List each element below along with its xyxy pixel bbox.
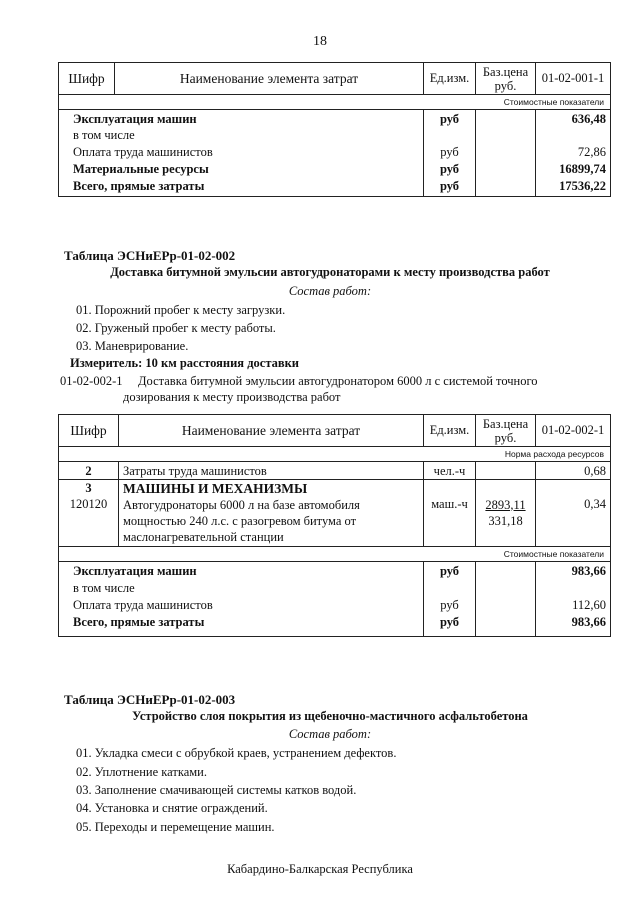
row-name: Затраты труда машинистов xyxy=(119,462,424,480)
row-price xyxy=(476,462,536,480)
row-unit xyxy=(424,581,476,598)
operation-item: 04. Установка и снятие ограждений. xyxy=(76,801,268,815)
row-name: Оплата труда машинистов xyxy=(59,598,424,615)
row-value: 72,86 xyxy=(536,145,611,162)
name-line: маслонагревательной станции xyxy=(123,529,284,544)
row-value: 0,34 xyxy=(536,497,611,547)
group-header-cost: Стоимостные показатели xyxy=(59,547,611,562)
table-header-row xyxy=(59,63,611,95)
composition-label-3: Состав работ: xyxy=(288,727,372,741)
row-value: 0,68 xyxy=(536,462,611,480)
row-unit: руб xyxy=(424,598,476,615)
cost-table-2 xyxy=(58,414,611,637)
price-cell xyxy=(476,562,536,637)
header-norm: 01-02-002-1 xyxy=(536,415,611,447)
row-value xyxy=(536,581,611,598)
name-line: мощностью 240 л.с. с разогревом битума от xyxy=(123,513,357,528)
item-description-cont: дозирования к месту производства работ xyxy=(123,390,341,404)
row-unit: руб xyxy=(424,179,476,197)
composition-label-2: Состав работ: xyxy=(288,284,372,298)
group-header-norm: Норма расхода ресурсов xyxy=(59,447,611,462)
header-unit: Ед.изм. xyxy=(424,415,476,447)
row-value: 112,60 xyxy=(536,598,611,615)
row-unit: руб xyxy=(424,162,476,179)
header-code: Шифр xyxy=(59,63,115,95)
price-cell xyxy=(476,110,536,197)
row-name: в том числе xyxy=(59,581,424,598)
price-line-2: 331,18 xyxy=(488,513,523,528)
operation-item: 05. Переходы и перемещение машин. xyxy=(76,820,275,834)
table-row xyxy=(59,110,611,128)
row-unit: руб xyxy=(424,562,476,581)
row-name: Всего, прямые затраты xyxy=(59,615,424,637)
cost-table-1 xyxy=(58,62,611,197)
table-header-row xyxy=(59,415,611,447)
row-code: 2 xyxy=(59,462,119,480)
row-value xyxy=(536,480,611,497)
row-unit: руб xyxy=(424,110,476,128)
row-code: 120120 xyxy=(59,497,119,547)
header-code: Шифр xyxy=(59,415,119,447)
row-price xyxy=(476,497,536,547)
row-name xyxy=(119,497,424,547)
page-number: 18 xyxy=(313,34,327,49)
table-row xyxy=(59,562,611,581)
operation-item: 03. Маневрирование. xyxy=(76,339,189,353)
row-name: Материальные ресурсы xyxy=(59,162,424,179)
table-row xyxy=(59,462,611,480)
row-price xyxy=(476,480,536,497)
row-name: Оплата труда машинистов xyxy=(59,145,424,162)
row-unit: маш.-ч xyxy=(424,497,476,547)
name-line: Автогудронаторы 6000 л на базе автомобиля xyxy=(123,497,360,512)
row-name: Всего, прямые затраты xyxy=(59,179,424,197)
row-value: 983,66 xyxy=(536,615,611,637)
operation-item: 03. Заполнение смачивающей системы катков водой. xyxy=(76,783,357,797)
operation-item: 02. Груженый пробег к месту работы. xyxy=(76,321,276,335)
footer-region: Кабардино-Балкарская Республика xyxy=(227,862,413,876)
section-subtitle-2: Доставка битумной эмульсии автогудронаторами к месту производства работ xyxy=(110,265,550,279)
row-value: 636,48 xyxy=(536,110,611,128)
operation-item: 01. Укладка смеси с обрубкой краев, устранением дефектов. xyxy=(76,746,397,760)
row-name: в том числе xyxy=(59,128,424,145)
measure-unit: Измеритель: 10 км расстояния доставки xyxy=(70,356,300,370)
item-code: 01-02-002-1 xyxy=(60,374,123,388)
row-unit: руб xyxy=(424,615,476,637)
header-unit: Ед.изм. xyxy=(424,63,476,95)
row-value xyxy=(536,128,611,145)
row-unit: чел.-ч xyxy=(424,462,476,480)
row-name: МАШИНЫ И МЕХАНИЗМЫ xyxy=(119,480,424,497)
operation-item: 01. Порожний пробег к месту загрузки. xyxy=(76,303,286,317)
operation-item: 02. Уплотнение катками. xyxy=(76,765,207,779)
row-name: Эксплуатация машин xyxy=(59,562,424,581)
row-unit: руб xyxy=(424,145,476,162)
row-value: 16899,74 xyxy=(536,162,611,179)
row-unit xyxy=(424,480,476,497)
table-title-3: Таблица ЭСНиЕРр-01-02-003 xyxy=(64,692,236,707)
header-price: Баз.цена руб. xyxy=(476,415,536,447)
row-code: 3 xyxy=(59,480,119,497)
row-value: 17536,22 xyxy=(536,179,611,197)
item-description: Доставка битумной эмульсии автогудронатором 6000 л с системой точного xyxy=(138,374,538,388)
table-title-2: Таблица ЭСНиЕРр-01-02-002 xyxy=(64,248,236,263)
section-subtitle-3: Устройство слоя покрытия из щебеночно-мастичного асфальтобетона xyxy=(132,709,528,723)
header-name: Наименование элемента затрат xyxy=(115,63,424,95)
table-row xyxy=(59,480,611,497)
price-line-1: 2893,11 xyxy=(485,497,526,512)
header-price: Баз.цена руб. xyxy=(476,63,536,95)
header-name: Наименование элемента затрат xyxy=(119,415,424,447)
header-norm: 01-02-001-1 xyxy=(536,63,611,95)
row-value: 983,66 xyxy=(536,562,611,581)
row-name: Эксплуатация машин xyxy=(59,110,424,128)
table-row xyxy=(59,497,611,547)
group-header-cost: Стоимостные показатели xyxy=(59,95,611,110)
row-unit xyxy=(424,128,476,145)
